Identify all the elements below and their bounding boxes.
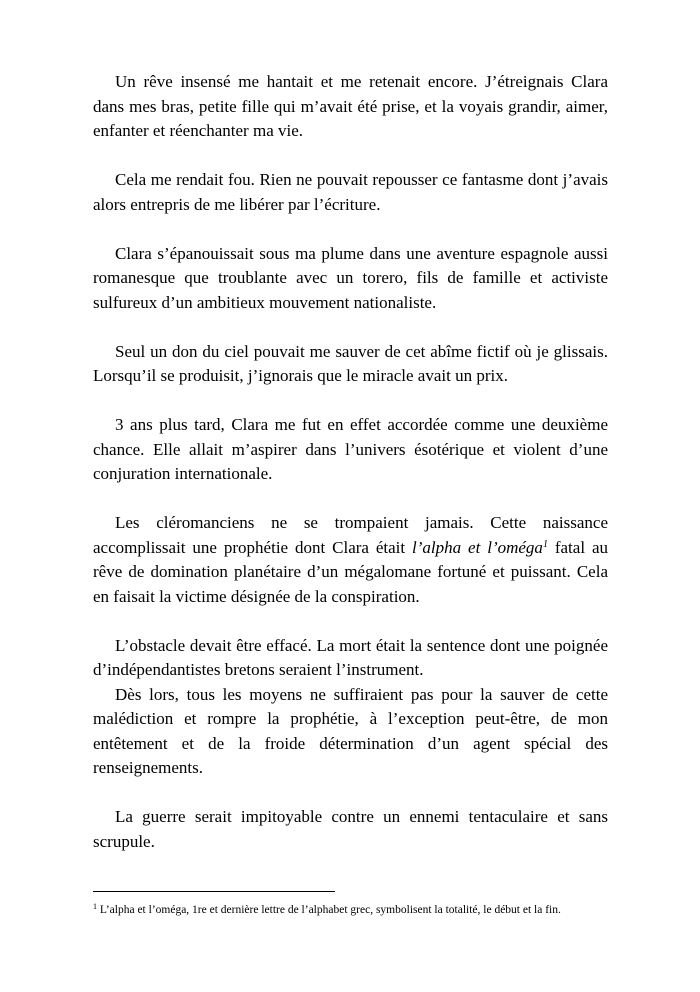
paragraph-6 [93,511,608,609]
paragraph-6-before: Les cléromanciens ne se trompaient jamais. Cette naissance accomplissait une prophétie dont Clara était [93,513,608,557]
paragraph-5: 3 ans plus tard, Clara me fut en effet accordée comme une deuxième chance. Elle allait m’aspirer dans l’univers ésotérique et violent d’une conjuration internationale. [93,415,608,483]
paragraph-3: Clara s’épanouissait sous ma plume dans une aventure espagnole aussi romanesque que troublante avec un torero, fils de famille et activiste sulfureux d’un ambitieux mouvement nationaliste. [93,243,608,312]
paragraph-7: L’obstacle devait être effacé. La mort était la sentence dont une poignée d’indépendantistes bretons seraient l’instrument. [93,635,608,679]
paragraph-2: Cela me rendait fou. Rien ne pouvait repousser ce fantasme dont j’avais alors entrepris de me libérer par l’écriture. [93,170,608,214]
footnote-divider [93,891,335,892]
footnote-text: L’alpha et l’oméga, 1re et dernière lettre de l’alphabet grec, symbolisent la totalité, le début et la fin. [97,904,561,916]
paragraph-1: Un rêve insensé me hantait et me retenait encore. J’étreignais Clara dans mes bras, petite fille qui m’avait été prise, et la voyais grandir, aimer, enfanter et réenchanter ma vie. [93,72,608,140]
footnote-reference: 1 [542,538,548,550]
paragraph-6-italic: l’alpha et l’oméga [412,537,543,557]
footnote-number: 1 [93,902,97,911]
paragraph-6-after: fatal au rêve de domination planétaire d’un mégalomane fortuné et puissant. Cela en faisait la victime désignée de la conspiration. [93,537,608,606]
paragraph-8: Dès lors, tous les moyens ne suffiraient pas pour la sauver de cette malédiction et rompre la prophétie, à l’exception peut-être, de mon entêtement et de la froide détermination d’un agent spécial des renseignements. [93,684,608,777]
footnote [93,903,608,918]
paragraph-9: La guerre serait impitoyable contre un ennemi tentaculaire et sans scrupule. [93,807,608,851]
page-body [93,70,608,854]
paragraph-4: Seul un don du ciel pouvait me sauver de cet abîme fictif où je glissais. Lorsqu’il se produisit, j’ignorais que le miracle avait un prix. [93,341,608,385]
